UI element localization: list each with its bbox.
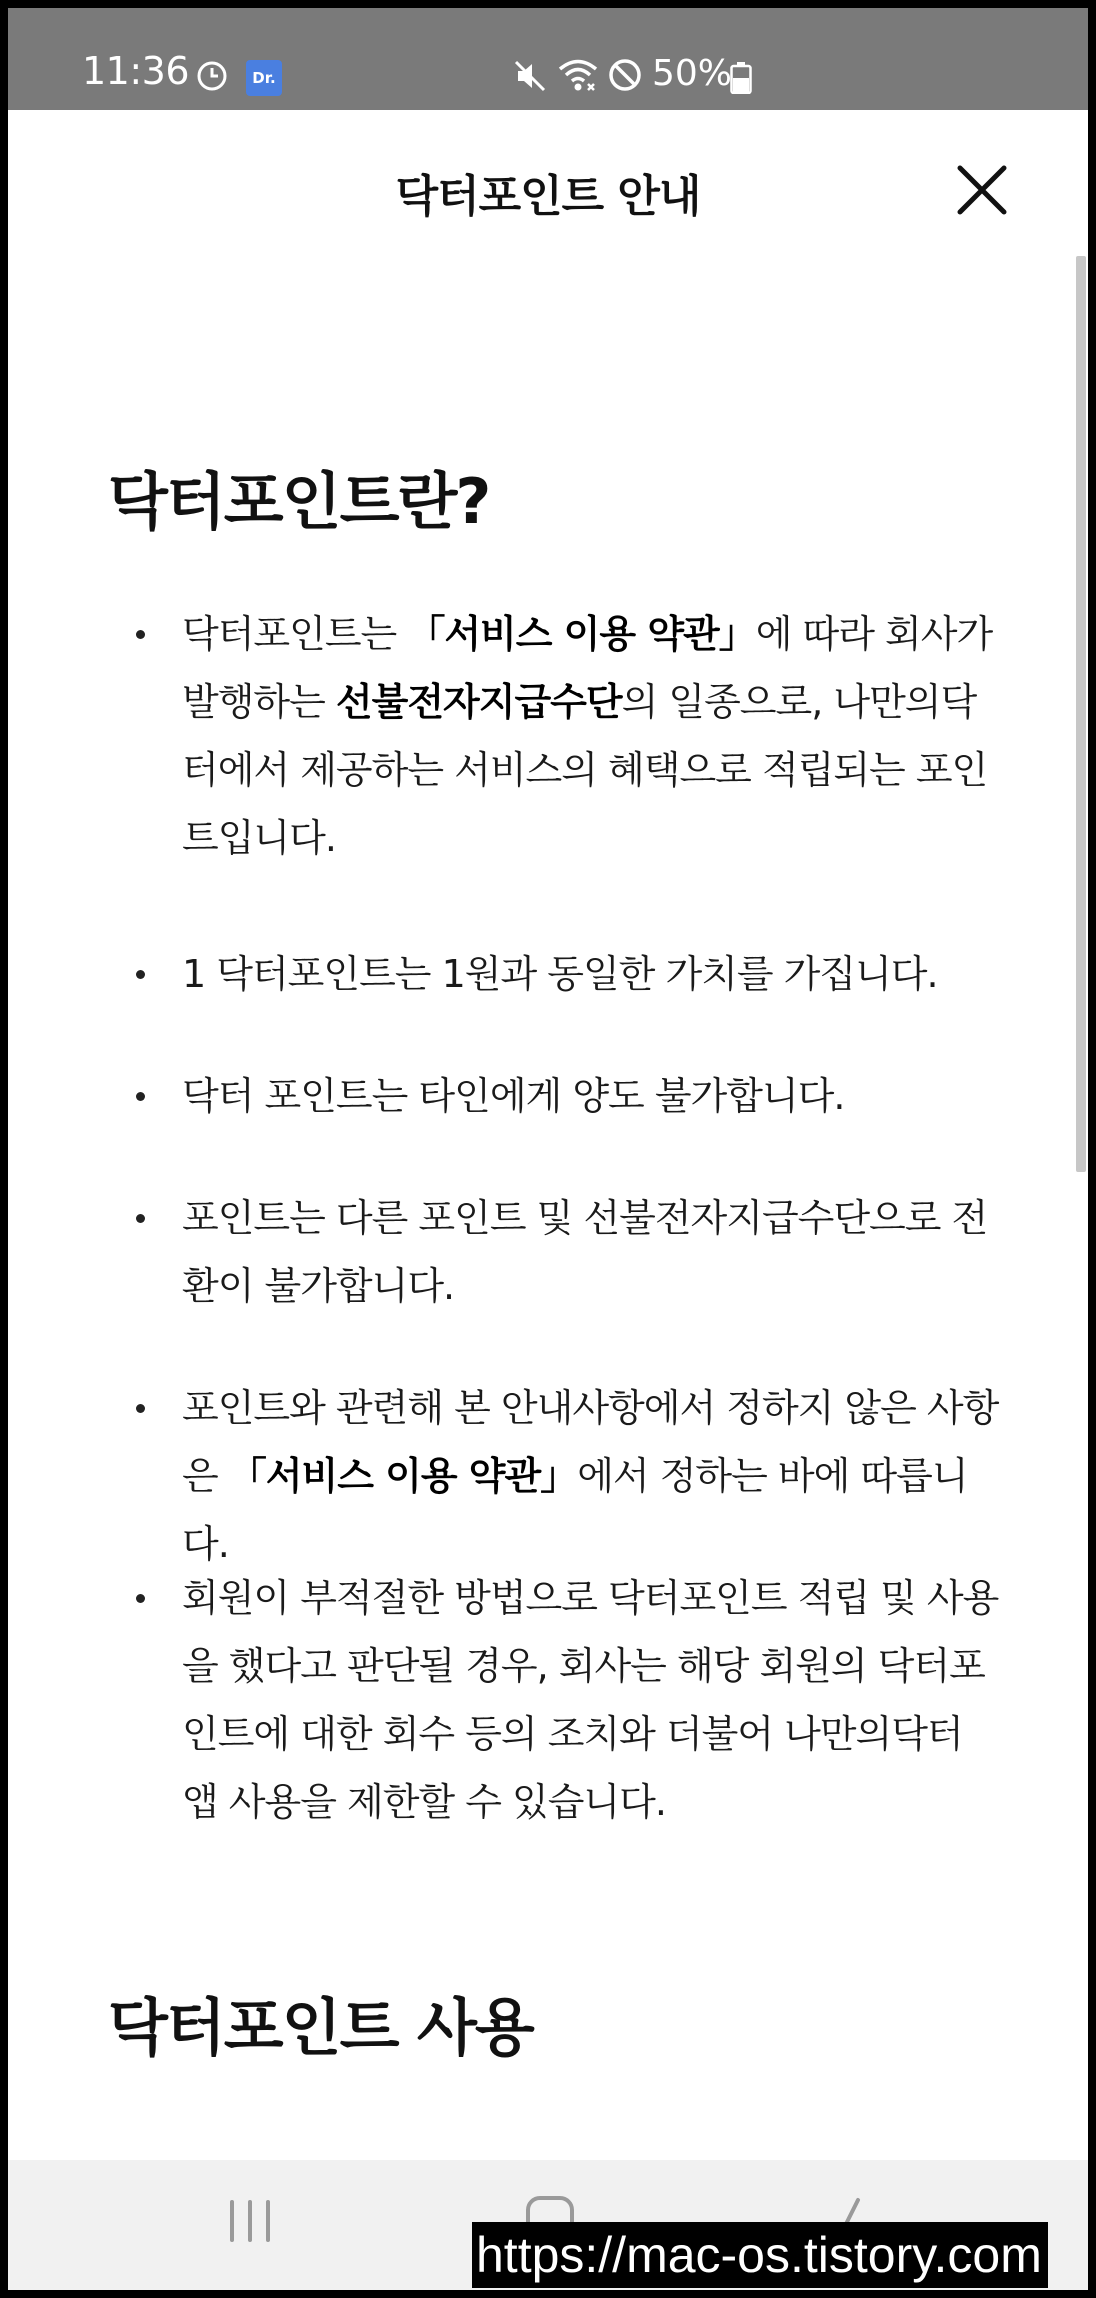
- bullet-dot: [136, 1214, 145, 1223]
- recent-apps-button[interactable]: [222, 2198, 278, 2244]
- close-icon: [952, 160, 1012, 220]
- point-info-sheet: [8, 110, 1088, 2160]
- bullet-dot: [136, 1594, 145, 1603]
- app-notification-icon: Dr.: [246, 60, 282, 96]
- section-title-point-usage: 닥터포인트 사용: [108, 1991, 533, 2064]
- watermark-url: https://mac-os.tistory.com: [472, 2222, 1048, 2288]
- list-item-text: 포인트는 다른 포인트 및 선불전자지급수단으로 전환이 불가합니다.: [182, 1196, 988, 1308]
- bullet-dot: [136, 970, 145, 979]
- alarm-clock-icon: [196, 60, 228, 92]
- list-item-text: 닥터 포인트는 타인에게 양도 불가합니다.: [182, 1074, 845, 1118]
- do-not-disturb-icon: [608, 58, 642, 92]
- recent-apps-icon: [222, 2198, 278, 2244]
- list-item-text: 닥터포인트는 「서비스 이용 약관」에 따라 회사가 발행하는 선불전자지급수단의 일종으로, 나만의닥터에서 제공하는 서비스의 혜택으로 적립되는 포인트입니다.: [182, 612, 993, 860]
- close-button[interactable]: [952, 160, 1012, 220]
- list-item-text: 포인트와 관련해 본 안내사항에서 정하지 않은 사항은 「서비스 이용 약관」에서 정하는 바에 따릅니다.: [182, 1386, 999, 1566]
- list-item-text: 1 닥터포인트는 1원과 동일한 가치를 가집니다.: [182, 952, 938, 996]
- page-title: 닥터포인트 안내: [395, 171, 701, 222]
- bullet-dot: [136, 1404, 145, 1413]
- list-item-text: 회원이 부적절한 방법으로 닥터포인트 적립 및 사용을 했다고 판단될 경우, 회사는 해당 회원의 닥터포인트에 대한 회수 등의 조치와 더불어 나만의닥터 앱 사용을 제한할 수 있습니다.: [182, 1576, 999, 1824]
- scrollbar[interactable]: [1076, 256, 1086, 1172]
- bullet-dot: [136, 630, 145, 639]
- wifi-icon: [558, 56, 598, 94]
- bullet-dot: [136, 1092, 145, 1101]
- battery-icon: [730, 62, 752, 94]
- section-title-what-is-point: 닥터포인트란?: [108, 465, 490, 538]
- status-bar: [8, 8, 1088, 110]
- sheet-header: [8, 110, 1088, 260]
- mute-icon: [512, 58, 548, 94]
- status-time: 11:36: [82, 49, 190, 93]
- battery-percent: 50%: [652, 53, 733, 94]
